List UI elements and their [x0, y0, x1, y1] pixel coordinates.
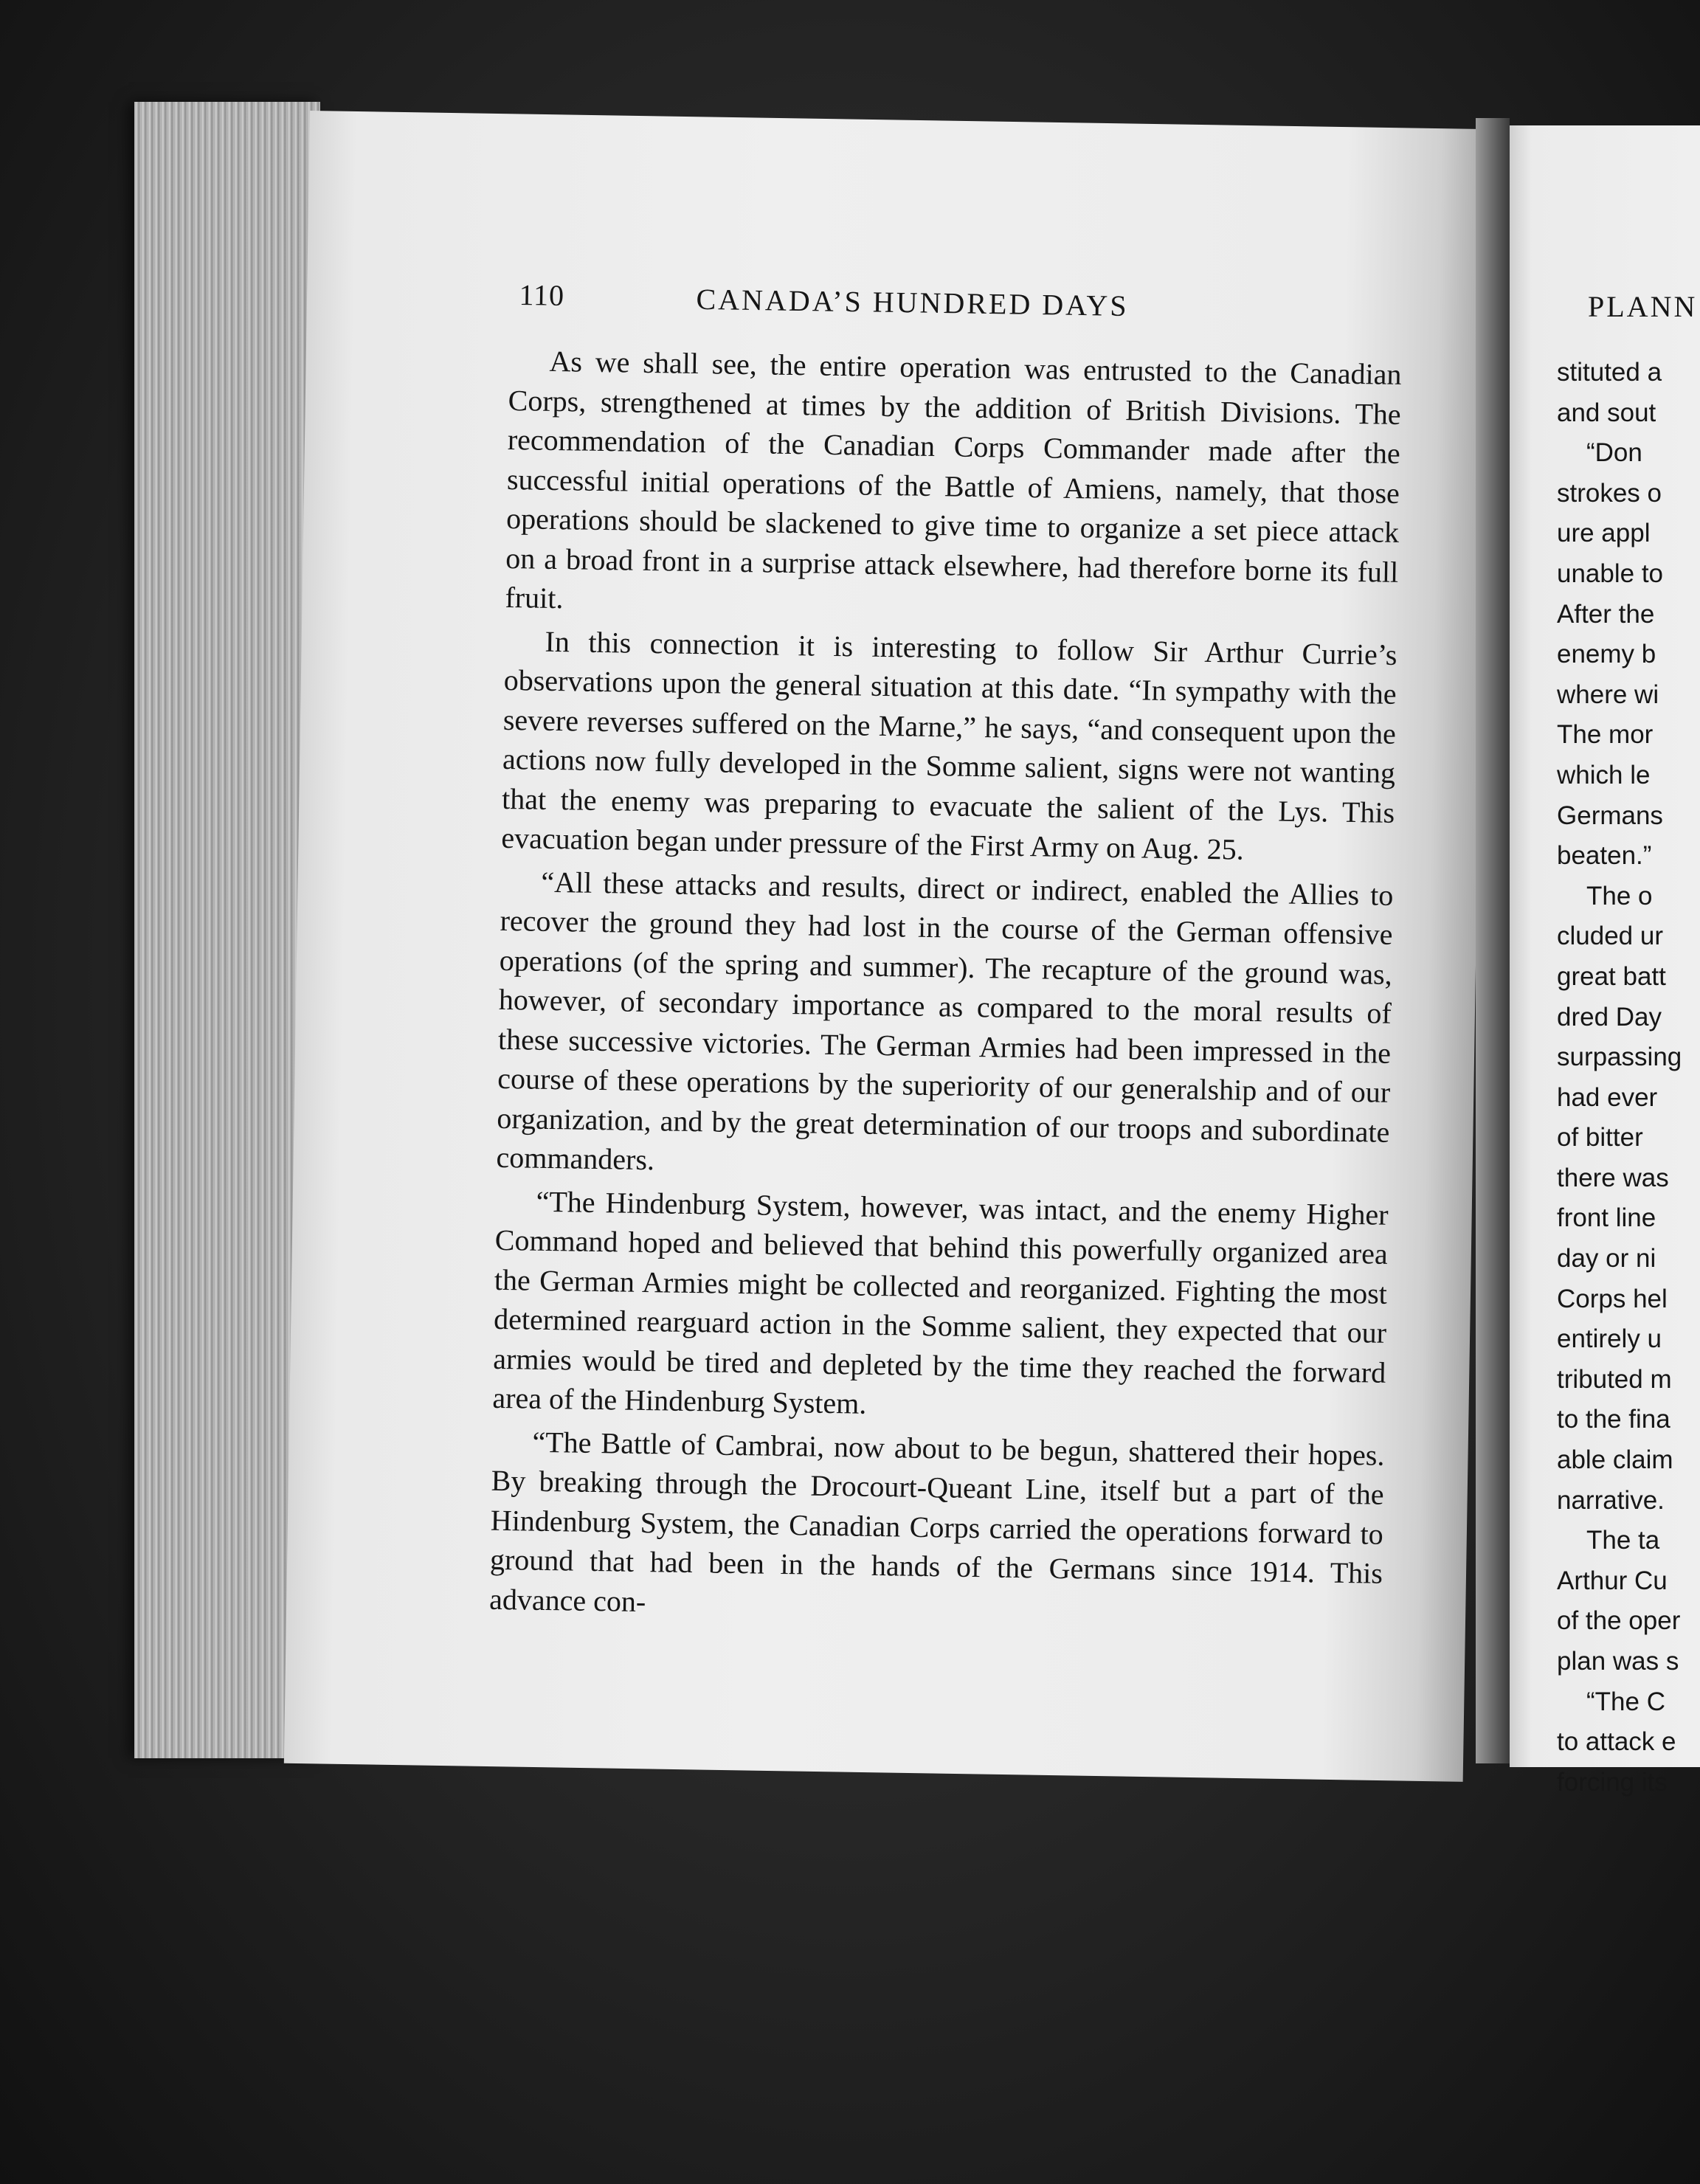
text-line: The mor [1557, 720, 1654, 750]
text-line: great batt [1557, 961, 1666, 991]
text-line: The o [1586, 881, 1653, 910]
text-line: where wi [1557, 680, 1659, 709]
text-line: and sout [1557, 398, 1656, 427]
page-number: 110 [519, 277, 565, 312]
text-line: plan was s [1557, 1647, 1679, 1676]
paragraph: As we shall see, the entire operation was entrusted to the Canadian Corps, strengthened at times by the addition of British Divisions. The recommendation of the Canadian Corps Commander made after the successful initial operations of the Battle of Amiens, namely, that those operations should be slackened to give time to organize a set piece attack on a broad front in a surprise attack elsewhere, had therefore borne its full fruit. [505, 344, 1402, 615]
text-line: The ta [1586, 1526, 1660, 1555]
right-page-body [1557, 353, 1700, 1803]
text-line: Germans [1557, 801, 1663, 830]
text-line: had ever [1557, 1082, 1658, 1112]
text-line: unable to [1557, 559, 1664, 588]
text-line: of bitter [1557, 1123, 1643, 1153]
left-page-body [489, 341, 1402, 1637]
text-line: “Don [1586, 438, 1642, 468]
text-line: front line [1557, 1203, 1656, 1233]
text-line: to the fina [1557, 1405, 1670, 1434]
text-line: forcing its [1557, 1767, 1668, 1797]
text-line: to attack e [1557, 1727, 1676, 1757]
right-page-running-head: PLANN [1588, 290, 1698, 323]
text-line: able claim [1557, 1445, 1673, 1475]
text-line: surpassing [1557, 1043, 1682, 1072]
paragraph: “The Battle of Cambrai, now about to be begun, shattered their hopes. By breaking through the Drocourt-Queant Line, itself but a part of the Hindenburg System, the Canadian Corps carried the operations forward to ground that had been in the hands of the Germans since 1914. This advance con- [488, 1425, 1385, 1618]
text-line: dred Day [1557, 1002, 1662, 1031]
paragraph: In this connection it is interesting to follow Sir Arthur Currie’s observations upon the general situation at this date. “In sympathy with the severe reverses suffered on the Marne,” he says, “and consequent upon the actions now fully developed in the Somme salient, signs were not wanting that the enemy was preparing to evacuate the salient of the Lys. This evacuation began under pressure of the First Army on Aug. 25. [501, 624, 1397, 866]
text-line: “The C [1586, 1687, 1665, 1716]
text-line: stituted a [1557, 358, 1662, 387]
book-gutter [1476, 118, 1510, 1763]
text-line: beaten.” [1557, 841, 1652, 871]
running-head: CANADA’S HUNDRED DAYS [696, 282, 1129, 322]
text-line: which le [1557, 760, 1651, 789]
text-line: of the oper [1557, 1606, 1681, 1636]
text-line: cluded ur [1557, 922, 1663, 951]
text-line: entirely u [1557, 1324, 1662, 1354]
paragraph: “All these attacks and results, direct or indirect, enabled the Allies to recover the ground they had lost in the course of the German offensive operations (of the spring and summer). The recapture of the ground was, however, of secondary importance as compared to the moral results of these successive victories. The German Armies had been impressed in the course of these operations by the superiority of our generalship and of our organization, and by the great determination of our troops and subordinate commanders. [496, 865, 1394, 1177]
text-line: strokes o [1557, 478, 1662, 508]
text-line: day or ni [1557, 1244, 1656, 1274]
text-line: ure appl [1557, 519, 1651, 548]
text-line: there was [1557, 1163, 1669, 1192]
text-line: Arthur Cu [1557, 1566, 1668, 1595]
paragraph: “The Hindenburg System, however, was intact, and the enemy Higher Command hoped and believed that behind this powerfully organized area the German Armies might be collected and reorganized. Fighting the most determined rearguard action in the Somme salient, they expected that our armies would be tired and depleted by the time they reached the forward area of the Hindenburg System. [492, 1184, 1389, 1420]
text-line: enemy b [1557, 640, 1656, 669]
text-line: Corps hel [1557, 1284, 1668, 1313]
text-line: tributed m [1557, 1364, 1672, 1394]
text-line: After the [1557, 599, 1655, 629]
text-line: narrative. [1557, 1485, 1665, 1515]
